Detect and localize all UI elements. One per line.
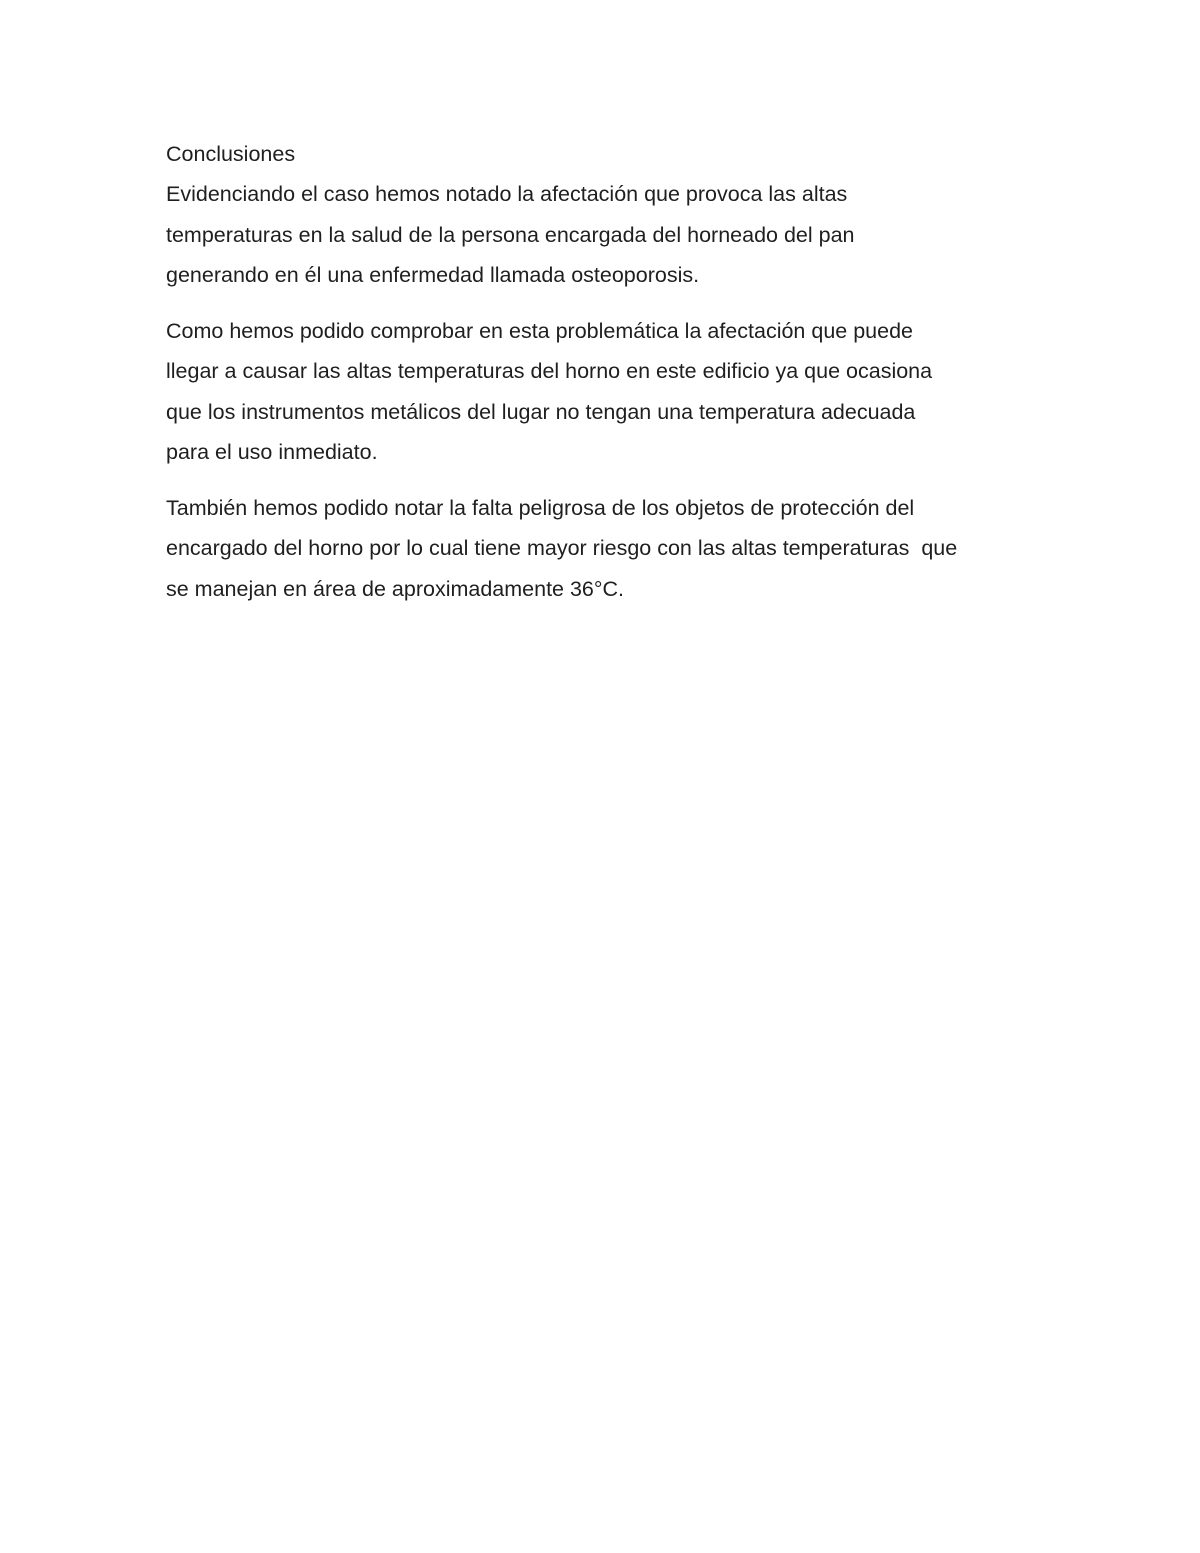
paragraph-line: encargado del horno por lo cual tiene mayor riesgo con las altas temperaturas que: [166, 536, 958, 560]
document-body: [166, 138, 1046, 624]
paragraph-line: se manejan en área de aproximadamente 36°C.: [166, 576, 624, 601]
paragraph-3: [166, 488, 1046, 610]
paragraph-line: temperaturas en la salud de la persona encargada del horneado del pan: [166, 222, 855, 247]
paragraph-line: También hemos podido notar la falta peligrosa de los objetos de protección del: [166, 495, 915, 520]
paragraph-line: para el uso inmediato.: [166, 440, 378, 464]
paragraph-line: Evidenciando el caso hemos notado la afectación que provoca las altas: [166, 182, 848, 206]
paragraph-1: [166, 174, 1046, 296]
section-heading: Conclusiones: [166, 142, 296, 166]
paragraph-line: generando en él una enfermedad llamada osteoporosis.: [166, 263, 700, 287]
paragraph-line: Como hemos podido comprobar en esta problemática la afectación que puede: [166, 318, 913, 343]
paragraph-2: [166, 311, 1046, 473]
paragraph-line: llegar a causar las altas temperaturas del horno en este edificio ya que ocasiona: [166, 359, 933, 383]
paragraph-line: que los instrumentos metálicos del lugar no tengan una temperatura adecuada: [166, 399, 916, 424]
